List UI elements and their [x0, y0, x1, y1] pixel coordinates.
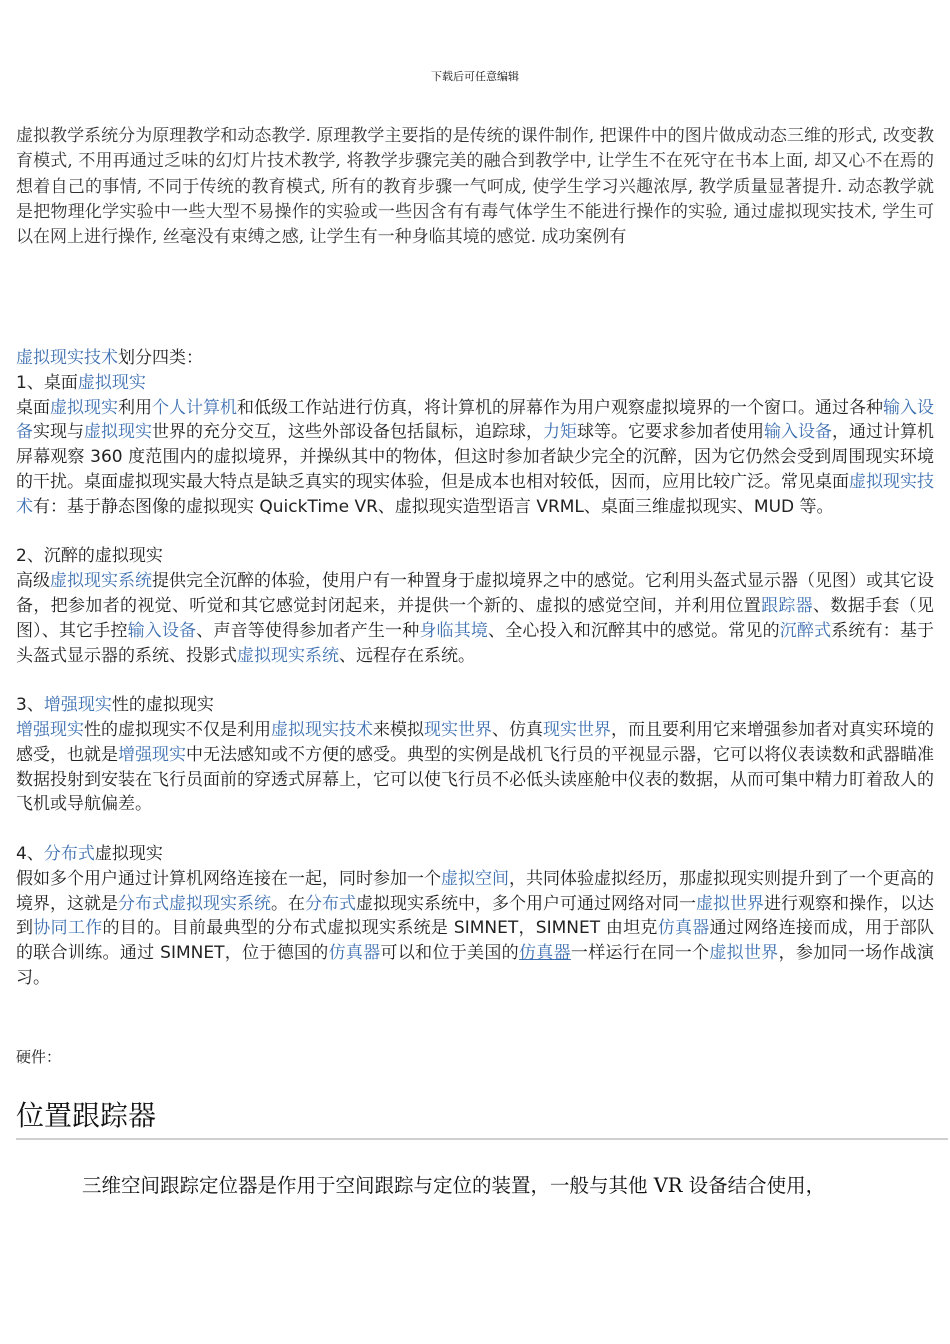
classification-article [16, 346, 934, 991]
text-run: 球等。它要求参加者使用 [577, 422, 764, 443]
inline-link[interactable]: 增强现实 [16, 719, 84, 740]
text-run: 、全心投入和沉醉其中的感觉。常见的 [488, 620, 780, 641]
text-run: 、远程存在系统。 [339, 645, 475, 666]
inline-link[interactable]: 仿真器 [328, 943, 381, 964]
text-run: 可以和位于美国的 [380, 943, 519, 964]
inline-link[interactable]: 分布式虚拟现实系统 [118, 893, 271, 914]
s3-number: 3、 [16, 695, 44, 716]
s1-title-plain: 桌面 [43, 372, 78, 393]
text-run: 实现与 [33, 422, 84, 443]
text-run: 一样运行在同一个 [570, 943, 710, 964]
text-run: 提供完全沉醉的体验，使用户有一种置身于虚拟境界之中的感觉。它利用头盔式显示器（见图）或其它设备，把参加者的视觉、听觉和其它感觉封闭起来，并提供一个新的、虚拟的感觉空间，并利用位置 [16, 571, 934, 616]
text-run: ，通过计算机屏幕观察 360 度范围内的虚拟境界，并操纵其中的物体，但这时参加者缺少完全的沉醉，因为它仍然会受到周围现实环境的干扰。桌面虚拟现实最大特点是缺乏真实的现实体验，但是成本也相对较低，因而，应用比较广泛。常见桌面 [16, 422, 934, 492]
spacer [16, 668, 934, 693]
text-run: 、仿真 [492, 719, 543, 740]
inline-link[interactable]: 输入设备 [16, 397, 934, 443]
classification-lead-text: 划分四类： [118, 348, 203, 368]
inline-link[interactable]: 虚拟世界 [709, 943, 779, 964]
s2-heading [16, 544, 934, 569]
text-run: ，共同体验虚拟经历，那虚拟现实则提升到了一个更高的境界，这就是 [16, 868, 934, 914]
s3-heading [16, 693, 934, 718]
section-body: 三维空间跟踪定位器是作用于空间跟踪与定位的装置，一般与其他 VR 设备结合使用， [82, 1174, 826, 1197]
spacer [16, 817, 934, 842]
s2-number: 2、 [16, 546, 44, 567]
text-run: ，参加同一场作战演习。 [16, 943, 935, 988]
inline-link[interactable]: 沉醉式 [779, 620, 832, 641]
inline-link[interactable]: 现实世界 [424, 719, 492, 740]
inline-link[interactable]: 虚拟现实系统 [237, 645, 339, 666]
s1-title-link[interactable]: 虚拟现实 [77, 372, 146, 393]
s2-title: 沉醉的虚拟现实 [43, 546, 163, 567]
text-run: 进行观察和操作，以达到 [16, 893, 934, 939]
spacer [16, 520, 934, 545]
text-run: 性的虚拟现实不仅是利用 [84, 719, 271, 740]
text-run: 、声音等使得参加者产生一种 [196, 620, 420, 641]
intro-section [16, 124, 934, 250]
section-title: 位置跟踪器 [16, 1099, 157, 1132]
text-run: 高级 [16, 571, 50, 592]
inline-link[interactable]: 虚拟现实技术 [16, 471, 934, 517]
text-run: 中无法感知或不方便的感受。典型的实例是战机飞行员的平视显示器，它可以将仪表读数和武器瞄准数据投射到安装在飞行员面前的穿透式屏幕上，它可以使飞行员不必低头读座舱中仪表的数据，从而可集中精力盯着敌人的飞机或导航偏差。 [16, 744, 934, 815]
s3-title-plain: 性的虚拟现实 [111, 695, 214, 716]
inline-link[interactable]: 跟踪器 [761, 595, 814, 616]
text-run: 世界的充分交互，这些外部设备包括鼠标，追踪球， [152, 422, 543, 443]
inline-link[interactable]: 虚拟现实技术 [271, 719, 373, 740]
text-run: 系统有：基于头盔式显示器的系统、投影式 [16, 620, 935, 666]
hardware-label: 硬件： [16, 1048, 62, 1066]
inline-link[interactable]: 分布式 [305, 893, 356, 914]
inline-link[interactable]: 输入设备 [127, 620, 197, 641]
s4-body [16, 867, 934, 991]
text-run: 和低级工作站进行仿真，将计算机的屏幕作为用户观察虚拟境界的一个窗口。通过各种 [237, 397, 883, 418]
inline-link[interactable]: 身临其境 [419, 620, 489, 641]
s3-title-link[interactable]: 增强现实 [43, 695, 112, 716]
s3-body [16, 718, 934, 817]
text-run: 来模拟 [373, 719, 424, 740]
inline-link[interactable]: 虚拟现实系统 [50, 571, 152, 592]
text-run: 的目的。目前最典型的分布式虚拟现实系统是 SIMNET，SIMNET 由坦克 [102, 918, 658, 939]
inline-link[interactable]: 现实世界 [543, 719, 611, 740]
s4-title-plain: 虚拟现实 [94, 843, 163, 864]
inline-link[interactable]: 虚拟现实 [50, 397, 118, 418]
s4-number: 4、 [16, 843, 44, 864]
intro-paragraph: 虚拟教学系统分为原理教学和动态教学. 原理教学主要指的是传统的课件制作, 把课件中的图片做成动态三维的形式, 改变教育模式, 不用再通过乏味的幻灯片技术教学, 将教学步骤完美的融合到教学中, 让学生不在死守在书本上面, 却又心不在焉的想着自己的事情, 不同于传统的教育模式, 所有的教育步骤一气呵成, 使学生学习兴趣浓厚, 教学质量显著提升. 动态教学就是把物理化学实验中一些大型不易操作的实验或一些因含有有毒气体学生不能进行操作的实验, 通过虚拟现实技术, 学生可以在网上进行操作, 丝毫没有束缚之感, 让学生有一种身临其境的感觉. 成功案例有 [16, 126, 934, 248]
text-run: 假如多个用户通过计算机网络连接在一起，同时参加一个 [16, 868, 441, 889]
inline-link[interactable]: 协同工作 [33, 918, 103, 939]
inline-link[interactable]: 仿真器 [657, 918, 710, 939]
header-note: 下载后可任意编辑 [431, 70, 519, 83]
text-run: 桌面 [16, 397, 50, 418]
inline-link[interactable]: 输入设备 [764, 422, 832, 443]
inline-link[interactable]: 个人计算机 [152, 397, 237, 418]
text-run: 、数据手套（见图）、其它手控 [16, 595, 935, 641]
s1-number: 1、 [16, 372, 44, 393]
s1-body [16, 396, 934, 520]
text-run: 利用 [118, 397, 152, 418]
vr-tech-link[interactable]: 虚拟现实技术 [16, 348, 118, 368]
inline-link[interactable]: 仿真器 [518, 943, 571, 964]
s2-body [16, 569, 934, 668]
text-run: 虚拟现实系统中，多个用户可通过网络对同一 [356, 893, 696, 914]
s4-title-link[interactable]: 分布式 [43, 843, 95, 864]
text-run: 通过网络连接而成，用于部队的联合训练。通过 SIMNET，位于德国的 [16, 918, 935, 964]
inline-link[interactable]: 虚拟现实 [84, 422, 152, 443]
inline-link[interactable]: 虚拟空间 [441, 868, 509, 889]
inline-link[interactable]: 增强现实 [118, 744, 186, 765]
text-run: ，而且要利用它来增强参加者对真实环境的感受，也就是 [16, 719, 934, 765]
s4-heading [16, 842, 934, 867]
text-run: 有：基于静态图像的虚拟现实 QuickTime VR、虚拟现实造型语言 VRML、桌面三维虚拟现实、MUD 等。 [33, 496, 834, 517]
inline-link[interactable]: 力矩 [543, 422, 577, 443]
section-divider [16, 1138, 948, 1140]
classification-lead [16, 346, 934, 371]
text-run: 。在 [271, 893, 305, 914]
inline-link[interactable]: 虚拟世界 [696, 893, 764, 914]
s1-heading [16, 371, 934, 396]
